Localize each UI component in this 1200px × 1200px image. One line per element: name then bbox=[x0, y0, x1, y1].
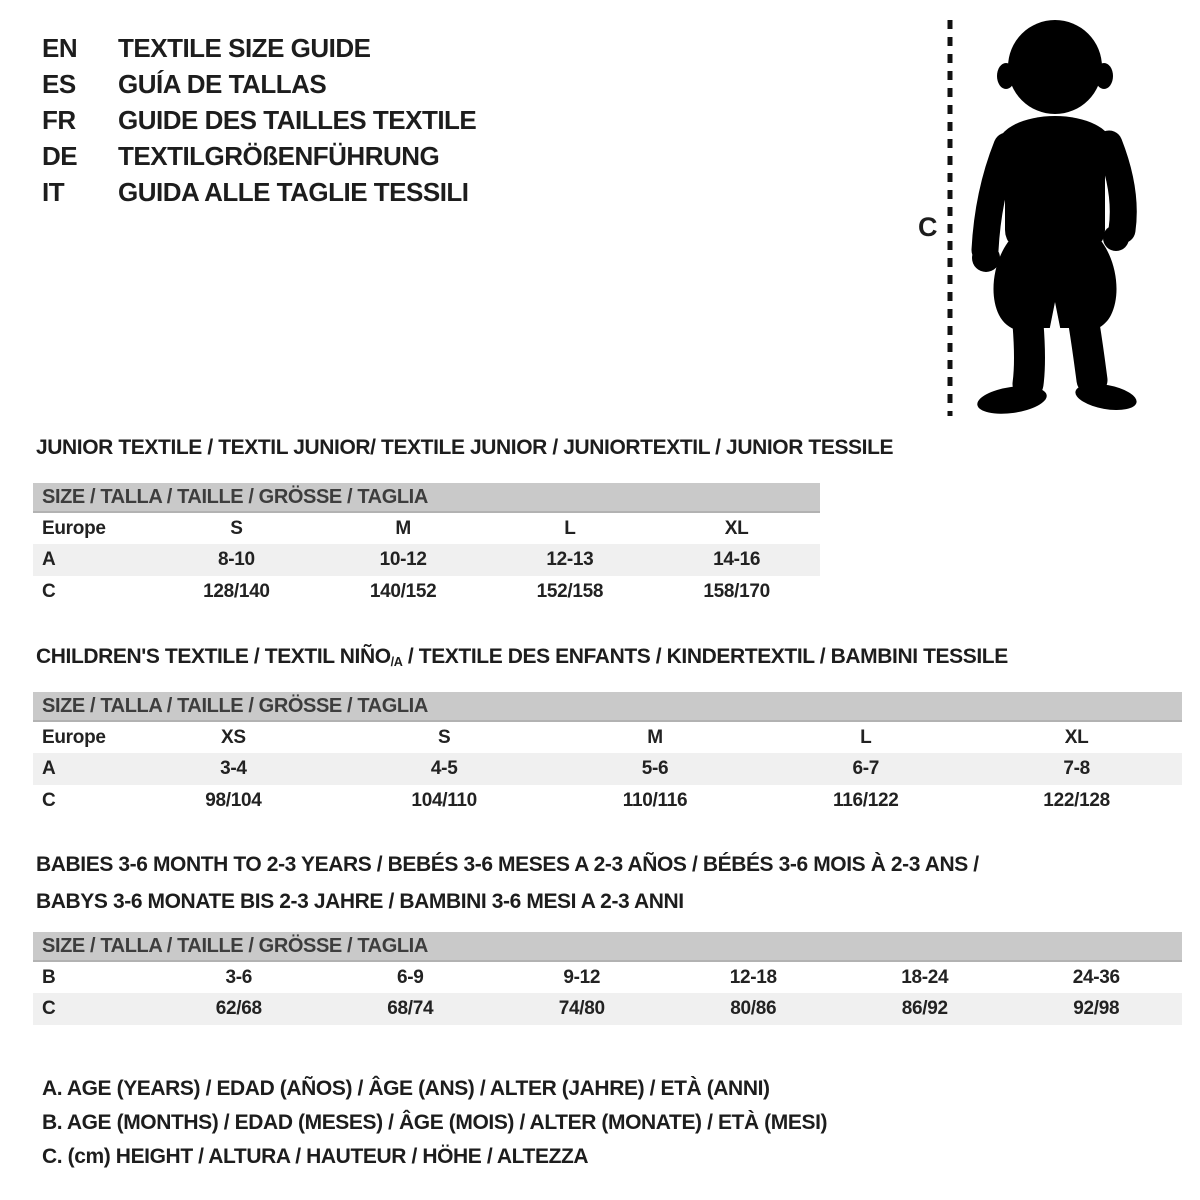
junior-section-title: JUNIOR TEXTILE / TEXTIL JUNIOR/ TEXTILE JUNIOR / JUNIORTEXTIL / JUNIOR TESSILE bbox=[36, 436, 894, 459]
row-label: C bbox=[33, 993, 153, 1025]
baby-silhouette-icon bbox=[900, 12, 1170, 424]
babies-section-title bbox=[36, 846, 979, 920]
table-cell: XS bbox=[221, 726, 246, 748]
table-cell: 3-4 bbox=[128, 753, 339, 785]
table-cell: 24-36 bbox=[1072, 966, 1120, 988]
children-title-subscript: /A bbox=[390, 655, 403, 669]
table-cell: 10-12 bbox=[320, 544, 487, 576]
size-header-label: SIZE / TALLA / TAILLE / GRÖSSE / TAGLIA bbox=[33, 692, 1182, 721]
row-label: A bbox=[33, 544, 153, 576]
height-figure bbox=[900, 12, 1170, 424]
table-row bbox=[33, 544, 820, 576]
table-cell: 80/86 bbox=[668, 993, 840, 1025]
table-cell: 116/122 bbox=[833, 790, 899, 811]
table-cell: 12-18 bbox=[729, 966, 777, 988]
table-row bbox=[33, 721, 1182, 753]
row-label: Europe bbox=[42, 726, 106, 748]
guide-title: TEXTILGRÖßENFÜHRUNG bbox=[118, 140, 440, 171]
row-label: Europe bbox=[42, 517, 106, 539]
table-cell: XL bbox=[724, 517, 749, 539]
lang-row-es bbox=[42, 66, 476, 102]
table-cell: 5-6 bbox=[550, 753, 761, 785]
table-cell: S bbox=[230, 517, 243, 539]
table-cell: 4-5 bbox=[339, 753, 550, 785]
size-header-row bbox=[33, 692, 1182, 721]
footnotes bbox=[42, 1072, 827, 1174]
table-cell: 98/104 bbox=[205, 790, 262, 811]
lang-code: EN bbox=[42, 32, 78, 63]
babies-size-table bbox=[33, 932, 1182, 1025]
table-row bbox=[33, 753, 1182, 785]
size-header-row bbox=[33, 483, 820, 512]
guide-title: GUIDA ALLE TAGLIE TESSILI bbox=[118, 176, 469, 207]
table-cell: M bbox=[647, 726, 663, 748]
footnote-b: B. AGE (MONTHS) / EDAD (MESES) / ÂGE (MOIS) / ALTER (MONATE) / ETÀ (MESI) bbox=[42, 1111, 828, 1134]
size-header-label: SIZE / TALLA / TAILLE / GRÖSSE / TAGLIA bbox=[33, 483, 820, 512]
table-cell: 92/98 bbox=[1011, 993, 1183, 1025]
guide-title: GUÍA DE TALLAS bbox=[118, 68, 327, 99]
table-row bbox=[33, 576, 820, 608]
lang-row-en bbox=[42, 30, 476, 66]
guide-title: GUIDE DES TAILLES TEXTILE bbox=[118, 104, 477, 135]
table-cell: 12-13 bbox=[487, 544, 654, 576]
footnote-a: A. AGE (YEARS) / EDAD (AÑOS) / ÂGE (ANS) / ALTER (JAHRE) / ETÀ (ANNI) bbox=[42, 1077, 770, 1100]
table-cell: M bbox=[395, 517, 411, 539]
table-cell: S bbox=[438, 726, 451, 748]
table-cell: 152/158 bbox=[536, 581, 604, 602]
lang-code: DE bbox=[42, 140, 78, 171]
table-cell: 158/170 bbox=[703, 581, 770, 602]
table-cell: 86/92 bbox=[839, 993, 1011, 1025]
size-header-label: SIZE / TALLA / TAILLE / GRÖSSE / TAGLIA bbox=[33, 932, 1182, 961]
table-cell: 9-12 bbox=[563, 966, 601, 988]
babies-title-line2: BABYS 3-6 MONATE BIS 2-3 JAHRE / BAMBINI 3-6 MESI A 2-3 ANNI bbox=[36, 890, 684, 913]
table-cell: 3-6 bbox=[225, 966, 253, 988]
lang-row-it bbox=[42, 174, 476, 210]
table-cell: L bbox=[564, 517, 576, 539]
table-cell: 62/68 bbox=[153, 993, 325, 1025]
babies-title-line1: BABIES 3-6 MONTH TO 2-3 YEARS / BEBÉS 3-6 MESES A 2-3 AÑOS / BÉBÉS 3-6 MOIS À 2-3 ANS / bbox=[36, 853, 979, 876]
table-cell: 140/152 bbox=[369, 581, 437, 602]
table-cell: 6-9 bbox=[396, 966, 424, 988]
table-cell: 128/140 bbox=[203, 581, 270, 602]
table-cell: 7-8 bbox=[971, 753, 1182, 785]
table-cell: 110/116 bbox=[622, 790, 688, 811]
table-cell: 6-7 bbox=[760, 753, 971, 785]
row-label: C bbox=[42, 581, 56, 602]
table-cell: 18-24 bbox=[901, 966, 949, 988]
height-measure-label: C bbox=[918, 212, 938, 242]
lang-code: IT bbox=[42, 176, 65, 207]
table-row bbox=[33, 993, 1182, 1025]
language-title-block bbox=[42, 30, 476, 210]
table-cell: XL bbox=[1064, 726, 1089, 748]
table-cell: L bbox=[860, 726, 872, 748]
children-title-post: / TEXTILE DES ENFANTS / KINDERTEXTIL / BAMBINI TESSILE bbox=[402, 645, 1008, 668]
lang-row-fr bbox=[42, 102, 476, 138]
table-row bbox=[33, 512, 820, 544]
row-label: C bbox=[42, 790, 56, 811]
baby-silhouette bbox=[972, 20, 1139, 418]
lang-code: ES bbox=[42, 68, 76, 99]
footnote-c: C. (cm) HEIGHT / ALTURA / HAUTEUR / HÖHE / ALTEZZA bbox=[42, 1145, 589, 1168]
table-cell: 68/74 bbox=[325, 993, 497, 1025]
table-row bbox=[33, 961, 1182, 993]
row-label: B bbox=[42, 966, 56, 988]
guide-title: TEXTILE SIZE GUIDE bbox=[118, 32, 371, 63]
table-cell: 8-10 bbox=[153, 544, 320, 576]
table-cell: 104/110 bbox=[411, 790, 477, 811]
size-header-row bbox=[33, 932, 1182, 961]
lang-row-de bbox=[42, 138, 476, 174]
table-cell: 74/80 bbox=[496, 993, 668, 1025]
lang-code: FR bbox=[42, 104, 76, 135]
row-label: A bbox=[33, 753, 128, 785]
children-section-title bbox=[36, 645, 1008, 669]
table-row bbox=[33, 785, 1182, 817]
children-size-table bbox=[33, 692, 1182, 817]
junior-size-table bbox=[33, 483, 820, 608]
table-cell: 14-16 bbox=[653, 544, 820, 576]
table-cell: 122/128 bbox=[1043, 790, 1110, 811]
children-title-pre: CHILDREN'S TEXTILE / TEXTIL NIÑO bbox=[36, 645, 391, 668]
